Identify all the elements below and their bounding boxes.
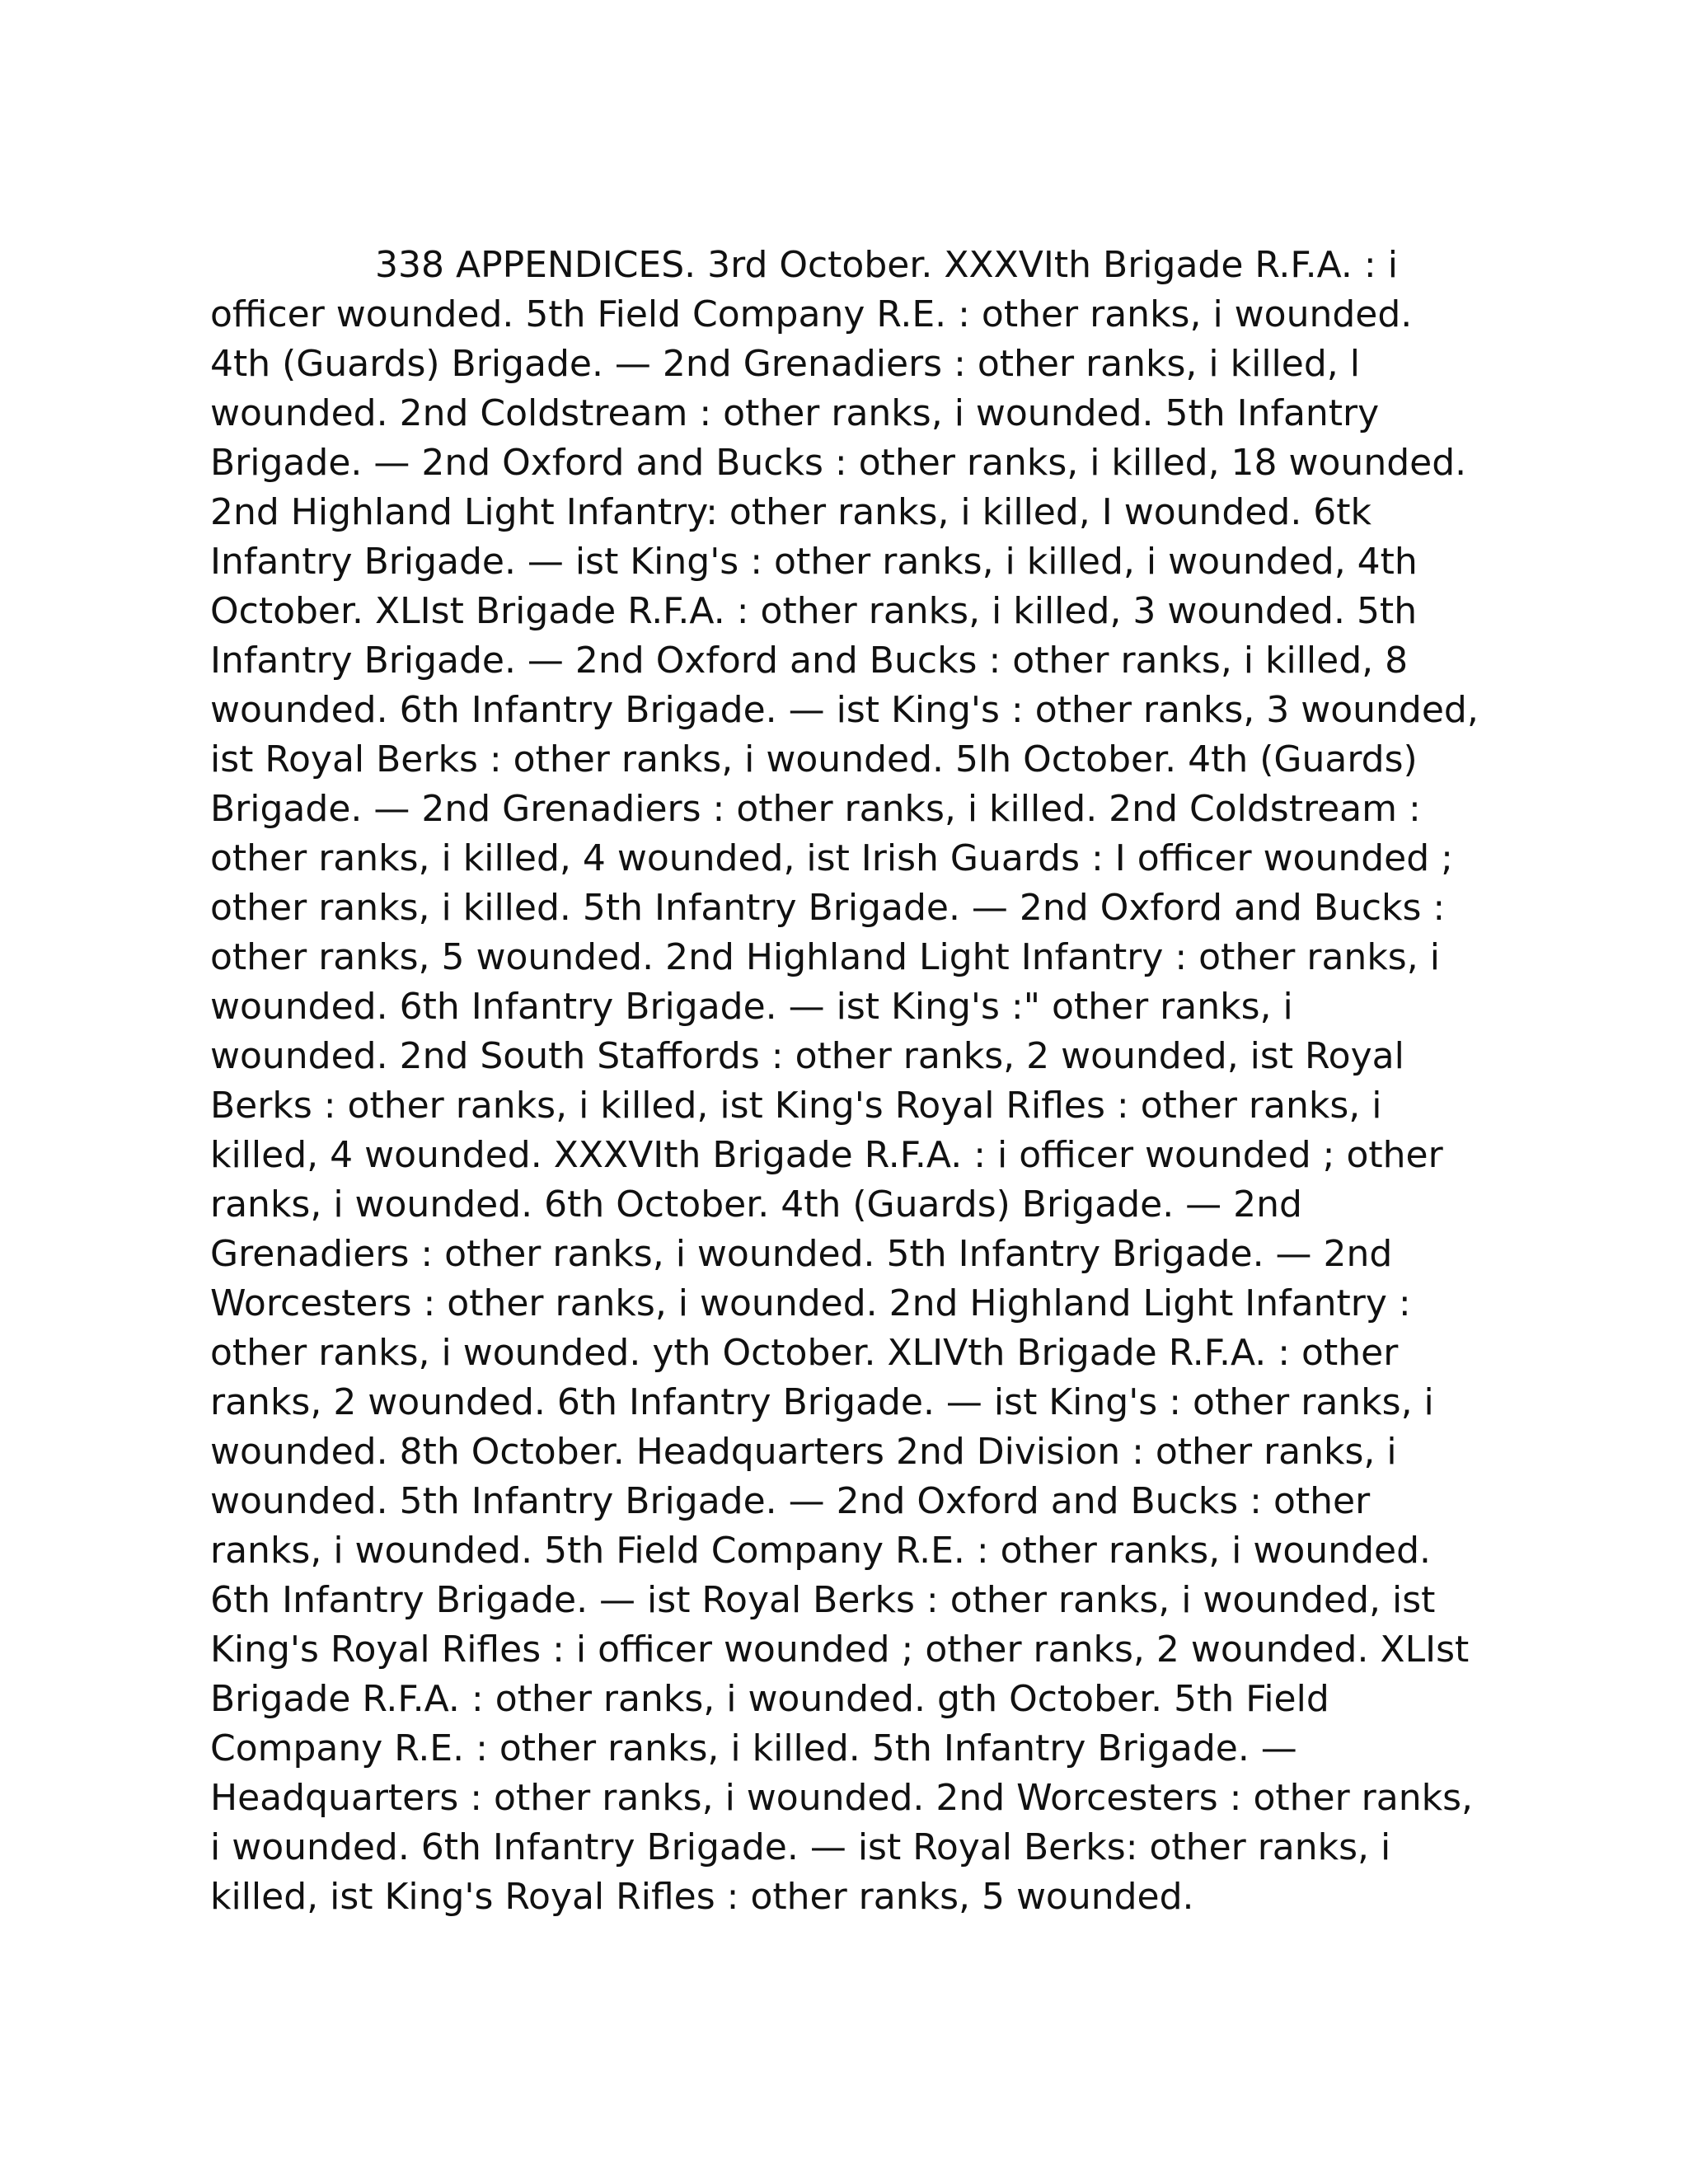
appendix-body-text: 338 APPENDICES. 3rd October. XXXVIth Brigade R.F.A. : i officer wounded. 5th Field Company R.E. : other ranks, i wounded. 4th (Guards) Brigade. — 2nd Grenadiers : other ranks, i killed, l wounded. 2nd Coldstream : other ranks, i wounded. 5th Infantry Brigade. — 2nd Oxford and Bucks : other ranks, i killed, 18 wounded. 2nd Highland Light Infantry: other ranks, i killed, I wounded. 6tk Infantry Brigade. — ist King's : other ranks, i killed, i wounded, 4th October. XLIst Brigade R.F.A. : other ranks, i killed, 3 wounded. 5th Infantry Brigade. — 2nd Oxford and Bucks : other ranks, i killed, 8 wounded. 6th Infantry Brigade. — ist King's : other ranks, 3 wounded, ist Royal Berks : other ranks, i wounded. 5lh October. 4th (Guards) Brigade. — 2nd Grenadiers : other ranks, i killed. 2nd Coldstream : other ranks, i killed, 4 wounded, ist Irish Guards : I officer wounded ; other ranks, i killed. 5th Infantry Brigade. — 2nd Oxford and Bucks : other ranks, 5 wounded. 2nd Highland Light Infantry : other ranks, i wounded. 6th Infantry Brigade. — ist King's :" other ranks, i wounded. 2nd South Staffords : other ranks, 2 wounded, ist Royal Berks : other ranks, i killed, ist King's Royal Rifles : other ranks, i killed, 4 wounded. XXXVIth Brigade R.F.A. : i officer wounded ; other ranks, i wounded. 6th October. 4th (Guards) Brigade. — 2nd Grenadiers : other ranks, i wounded. 5th Infantry Brigade. — 2nd Worcesters : other ranks, i wounded. 2nd Highland Light Infantry : other ranks, i wounded. yth October. XLIVth Brigade R.F.A. : other ranks, 2 wounded. 6th Infantry Brigade. — ist King's : other ranks, i wounded. 8th October. Headquarters 2nd Division : other ranks, i wounded. 5th Infantry Brigade. — 2nd Oxford and Bucks : other ranks, i wounded. 5th Field Company R.E. : other ranks, i wounded. 6th Infantry Brigade. — ist Royal Berks : other ranks, i wounded, ist King's Royal Rifles : i officer wounded ; other ranks, 2 wounded. XLIst Brigade R.F.A. : other ranks, i wounded. gth October. 5th Field Company R.E. : other ranks, i killed. 5th Infantry Brigade. — Headquarters : other ranks, i wounded. 2nd Worcesters : other ranks, i wounded. 6th Infantry Brigade. — ist Royal Berks: other ranks, i killed, ist King's Royal Rifles : other ranks, 5 wounded. [210,244,1479,1918]
